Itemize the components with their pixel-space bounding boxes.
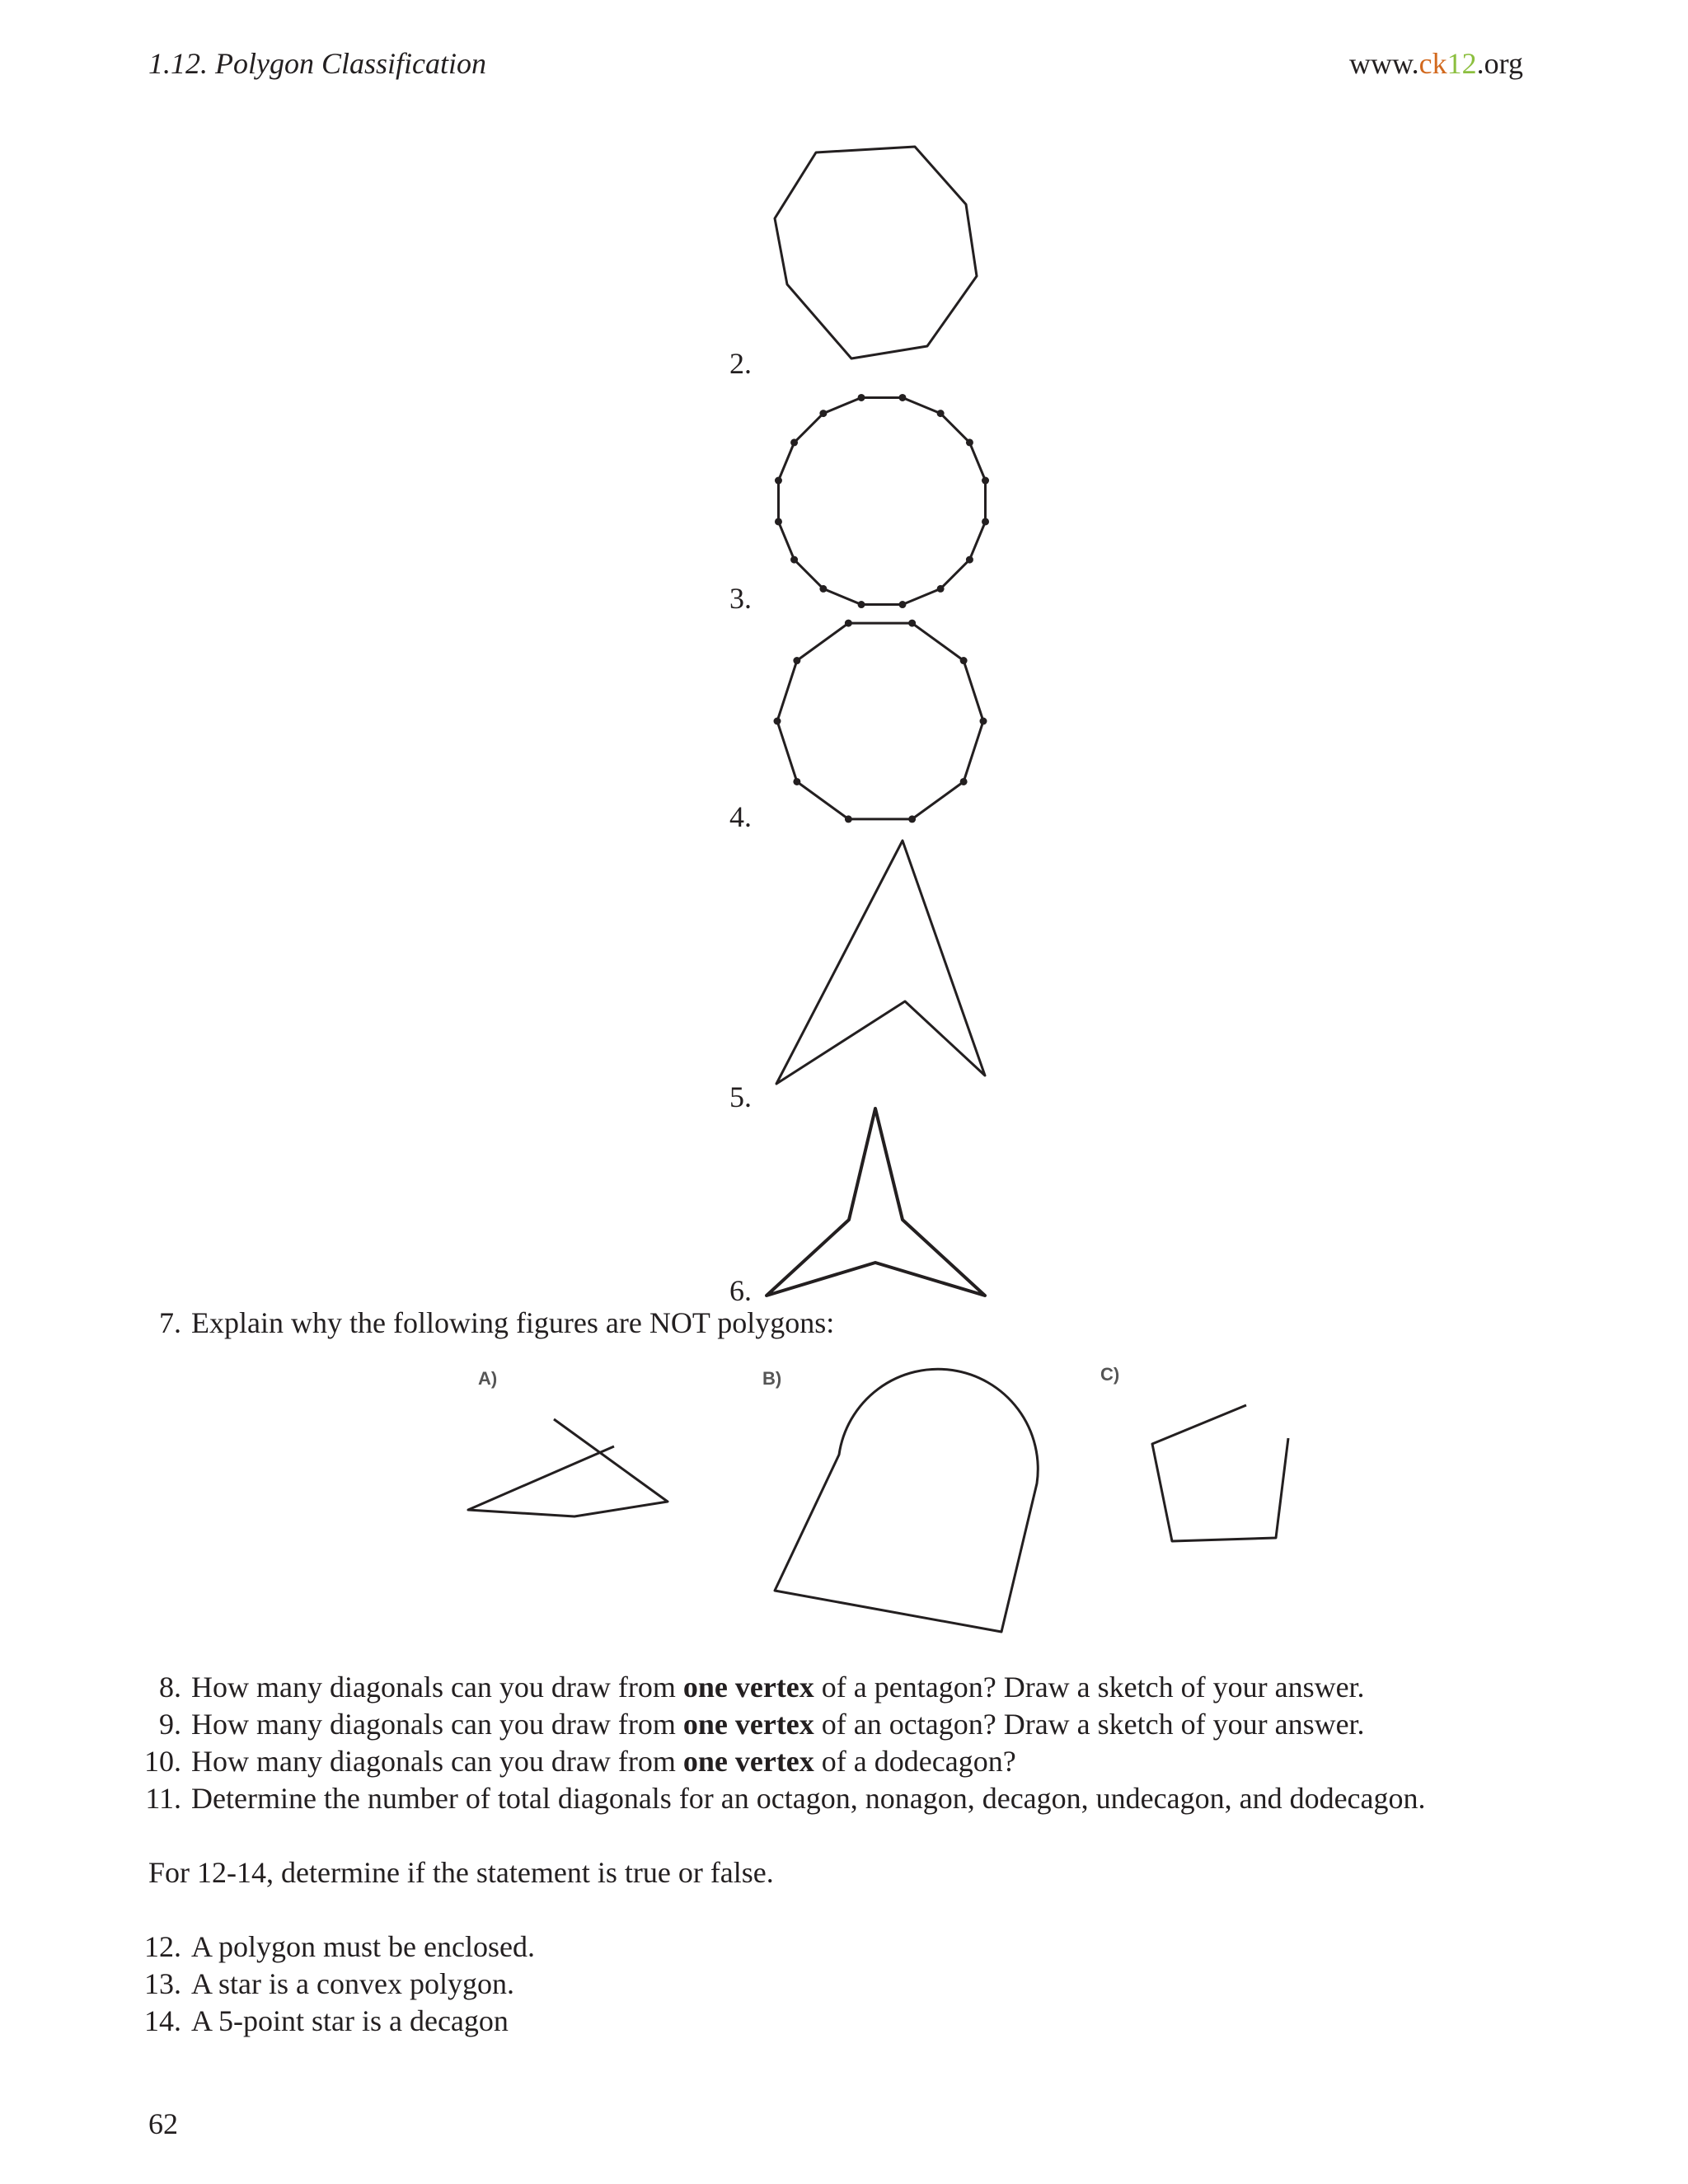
site-suffix: .org <box>1476 47 1523 80</box>
question-number: 13. <box>144 1967 181 2000</box>
question-text: of an octagon? Draw a sketch of your answer. <box>814 1708 1365 1741</box>
section-title: 1.12. Polygon Classification <box>148 47 486 80</box>
figure-b-label: B) <box>762 1368 782 1389</box>
question-text: Explain why the following figures are NOT polygons: <box>191 1306 835 1339</box>
question-text: A 5-point star is a decagon <box>191 2004 509 2037</box>
question-9 <box>132 1706 1365 1743</box>
site-ck: ck <box>1418 47 1447 80</box>
figure-4-label: 4. <box>729 800 752 833</box>
question-text: Determine the number of total diagonals for an octagon, nonagon, decagon, undecagon, and dodecagon. <box>191 1782 1426 1815</box>
page-number: 62 <box>148 2107 178 2140</box>
question-number: 7. <box>159 1306 181 1339</box>
true-false-intro: For 12-14, determine if the statement is true or false. <box>148 1856 774 1889</box>
question-number: 11. <box>145 1782 181 1815</box>
figure-2-label: 2. <box>729 347 752 380</box>
figure-6-label: 6. <box>729 1274 752 1307</box>
question-number: 8. <box>159 1671 181 1704</box>
figure-a-label: A) <box>478 1368 498 1389</box>
figure-5-label: 5. <box>729 1080 752 1113</box>
site-12: 12 <box>1447 47 1477 80</box>
question-text: How many diagonals can you draw from <box>191 1745 683 1778</box>
question-emphasis: one vertex <box>682 1745 814 1778</box>
figure-c-label: C) <box>1100 1364 1120 1385</box>
question-8 <box>132 1669 1365 1706</box>
question-number: 12. <box>144 1930 181 1963</box>
question-13 <box>132 1966 514 2003</box>
question-text: A polygon must be enclosed. <box>191 1930 535 1963</box>
question-text: A star is a convex polygon. <box>191 1967 514 2000</box>
question-number: 9. <box>159 1708 181 1741</box>
question-12 <box>132 1929 535 1966</box>
question-11 <box>132 1780 1426 1817</box>
question-emphasis: one vertex <box>682 1708 814 1741</box>
question-10 <box>132 1743 1016 1780</box>
figure-3-label: 3. <box>729 582 752 615</box>
question-14 <box>132 2003 509 2040</box>
question-text: How many diagonals can you draw from <box>191 1671 683 1704</box>
site-prefix: www. <box>1349 47 1419 80</box>
question-text: of a pentagon? Draw a sketch of your answer. <box>814 1671 1365 1704</box>
question-number: 14. <box>144 2004 181 2037</box>
question-text: How many diagonals can you draw from <box>191 1708 683 1741</box>
question-number: 10. <box>144 1745 181 1778</box>
question-emphasis: one vertex <box>682 1671 814 1704</box>
question-text: of a dodecagon? <box>814 1745 1016 1778</box>
